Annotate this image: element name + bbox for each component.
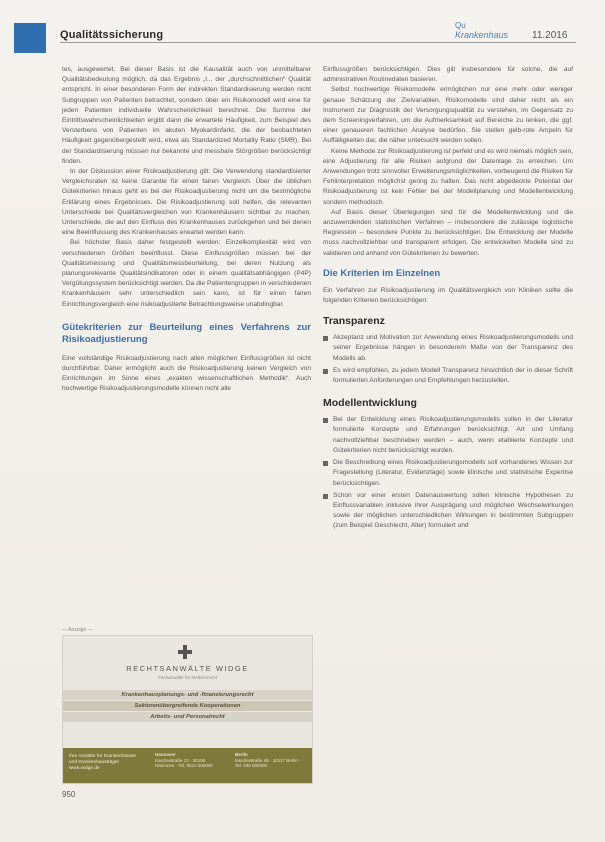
section-title: Qualitätssicherung (60, 29, 164, 41)
logo-text: Krankenhaus (455, 30, 509, 40)
page-number: 950 (62, 790, 76, 799)
right-paragraph-1: Einflussgrößen berücksichtigen. Dies gilt insbesondere für solche, die auf administrativen Routinedaten basieren. (323, 66, 573, 84)
left-paragraph-4: Eine vollständige Risikoadjustierung nach allen möglichen Einflussgrößen ist nicht durchführbar. Daher ermöglicht auch die Risikoadjustierung keinen Vergleich von Einrichtungen im Sinne eines „exakten wissenschaftlichen Methodik“. Auch hochwertige Risikoadjustierungsmodelle können nicht alle (62, 354, 311, 393)
right-paragraph-2: Selbst hochwertige Risikomodelle ermöglichen nur eine mehr oder weniger genaue Schätzung der Zielvariablen. Risikomodelle sind daher nicht als ein Instrument zur Diagnostik der Versorgungsqualität zu verstehen, im Gegensatz zu dem Screeningverfahren, um die Aufmerksamkeit auf Bereiche zu lenken, die ggf. einer genaueren fachlichen Analyse bedürfen. Sie stellen gelb-rote Ampeln für Auffälligkeiten dar, die näher untersucht werden sollen. (323, 86, 573, 145)
right-paragraph-4: Auf Basis dieser Überlegungen sind für die Modellentwicklung und die anzuwendenden statistischen Verfahren – insbesondere die zulässige logistische Regression – besondere Punkte zu berücksichtigen. Die Entwicklung der Modelle muss nachvollziehbar und transparent erfolgen. Die entwickelten Modelle sind zu validieren und anhand von Gütekriterien zu bewerten. (323, 208, 573, 257)
ad-firm-name: RECHTSANWÄLTE WIDGE (126, 664, 249, 673)
list-item: Die Beschreibung eines Risikoadjustierungsmodells soll vorhandenes Wissen zur Fragestellung (Literatur, Evidenzlage) sowie klinische und statistische Expertise berücksichtigen. (323, 458, 573, 489)
cross-logo-icon (177, 644, 193, 660)
ad-office-address: Kanzleistraße 12 · 30159 Hannover · Tel. 0511 000000 (155, 757, 213, 768)
right-column (323, 65, 573, 534)
ad-footer (63, 748, 312, 783)
advertisement (62, 635, 313, 784)
ad-office-title: Hannover (155, 752, 176, 757)
modellentwicklung-list (323, 415, 573, 531)
ad-service-item: Sektorenübergreifende Kooperationen (63, 701, 312, 711)
subheading-modellentwicklung: Modellentwicklung (323, 397, 417, 410)
ad-service-item: Arbeits- und Personalrecht (63, 712, 312, 722)
list-item: Akzeptanz und Motivation zur Anwendung eines Risikoadjustierungsmodells und seiner Ergebnisse hängen in besonderem Maße von der Transparenz des Modells ab. (323, 333, 573, 364)
header-divider (60, 42, 576, 43)
ad-office-hannover (155, 752, 225, 769)
list-item: Schon vor einer ersten Datenauswertung sollen klinische Hypothesen zu Einflussvariablen inklusive ihrer Ausprägung und möglichen Wechselwirkungen sowie der möglichen unterschiedlichen Wirkungen in bestimmten Subgruppen (zum Beispiel Geschlecht, Alter) formuliert und (323, 491, 573, 532)
transparenz-list (323, 333, 573, 386)
section-color-block (14, 23, 46, 53)
ad-office-berlin (235, 752, 307, 769)
ad-label: — Anzeige — (62, 627, 93, 633)
left-paragraph-1: tes, ausgewertet. Bei dieser Basis ist die Kausalität auch von unmittelbarer Qualitätsbedeutung möglich, da das Ergebnis „l... der „durchschnittlichen“ Qualität entspricht. In einer besonderen Form der indirekten Standardisierung werden nicht Subgruppen von Patienten betrachtet, sondern über ein Risikomodell wird eine für jeden Patienten individuelle Wahrscheinlichkeit berechnet. Die Summe der Eintrittswahrscheinlichkeiten ergibt dann die erwartete Häufigkeit, zum Beispiel des Versterbens von Patienten im akuten Myokardinfarkt, die der beobachteten Häufigkeit gegenübergestellt wird, etwa als Standardized Mortality Ratio (SMR). Bei der Standardisierung müssen nur bekannte und messbare Störgrößen berücksichtigt finden. (62, 66, 311, 165)
left-paragraph-3: Bei höchster Basis daher festgestellt werden: Einzelkomplexität wird von verschiedenen Größen beeinflusst. Diese Einflussgrößen müssen bei der Qualitätsmessung und Qualitätsmessbeurteilung, bei deren Nutzung als planungsrelevante Qualitätsindikatoren oder in einem qualitätsabhängigen (P4P) Vergütungssystem berücksichtigt werden. Da die Patientengruppen in verschiedenen Krankenhäusern sehr unterschiedlich sein kann, ist für einen fairen Einrichtungsvergleich eine risikoadjustierte Betrachtungsweise unabdingbar. (62, 239, 311, 308)
ad-slogan-text: Ihre Anwälte für Krankenhäuser und Krankenhausträger (69, 754, 137, 765)
issue-date: 11.2016 (532, 30, 568, 41)
right-paragraph-3: Keine Methode zur Risikoadjustierung ist perfekt und es wird niemals möglich sein, eine Adjustierung für alle Risiken aufgrund der Datenlage zu erreichen. Um Anwendungen trotz sinnvoller Erweiterungsmöglichkeiten, vorbeugend die Risiken für Fehlinterpretation möglichst gering zu halten. Das nicht abgedeckte Potential der Risikoadjustierung ist kein Fehler bei der Modellplanung und Modellentwicklung sondern methodisch. (323, 147, 573, 206)
kriterien-intro: Ein Verfahren zur Risikoadjustierung im Qualitätsvergleich von Kliniken sollte die folgenden Kriterien berücksichtigen: (323, 286, 573, 305)
left-paragraph-2: In der Diskussion einer Risikoadjustierung gilt: Die Verwendung standardisierter Vergleichsraten ist keine Garantie für einen fairen Vergleich. Über die üblichen Gütekriterien hinaus geht es bei der Risikoadjustierung nicht um die bestmögliche Erklärung eines Ergebnisses. Die Risikoadjustierung soll helfen, die relevanten Unterschiede bei Qualitätsvergleichen von Krankenhäusern sichtbar zu machen. Unterschiede, die auf den Einfluss des Krankenhauses zurückgehen und bei denen eine Beeinflussung des Krankenhauses erwartet werden kann. (62, 168, 311, 237)
list-item: Es wird empfohlen, zu jedem Modell Transparenz hinsichtlich der in dieser Schrift formulierten Anforderungen und Empfehlungen herzustellen. (323, 366, 573, 386)
left-column (62, 65, 311, 395)
ad-url: www.widge.de (69, 766, 100, 771)
ad-firm-subtitle: Fachanwälte für Medizinrecht (158, 675, 217, 680)
ad-service-list (63, 690, 312, 723)
ad-office-address: Kanzleistraße 45 · 10117 Berlin · Tel. 030 000000 (235, 757, 301, 768)
section-heading-guetekriterien: Gütekriterien zur Beurteilung eines Verfahrens zur Risikoadjustierung (62, 321, 311, 345)
magazine-logo (455, 22, 525, 42)
ad-office-title: Berlin (235, 752, 248, 757)
subheading-transparenz: Transparenz (323, 315, 385, 328)
ad-service-item: Krankenhausplanungs- und -finanzierungsrecht (63, 690, 312, 700)
section-heading-kriterien: Die Kriterien im Einzelnen (323, 267, 441, 279)
ad-footer-slogan (69, 754, 139, 772)
list-item: Bei der Entwicklung eines Risikoadjustierungsmodells sollen in der Literatur formulierte Konzepte und Erfahrungen berücksichtigt. Art und Umfang nachvollziehbar beschrieben werden – auch, wenn etablierte Konzepte und Gütekriterien nicht berücksichtigt wurden. (323, 415, 573, 456)
logo-mark: Qu (455, 21, 466, 30)
